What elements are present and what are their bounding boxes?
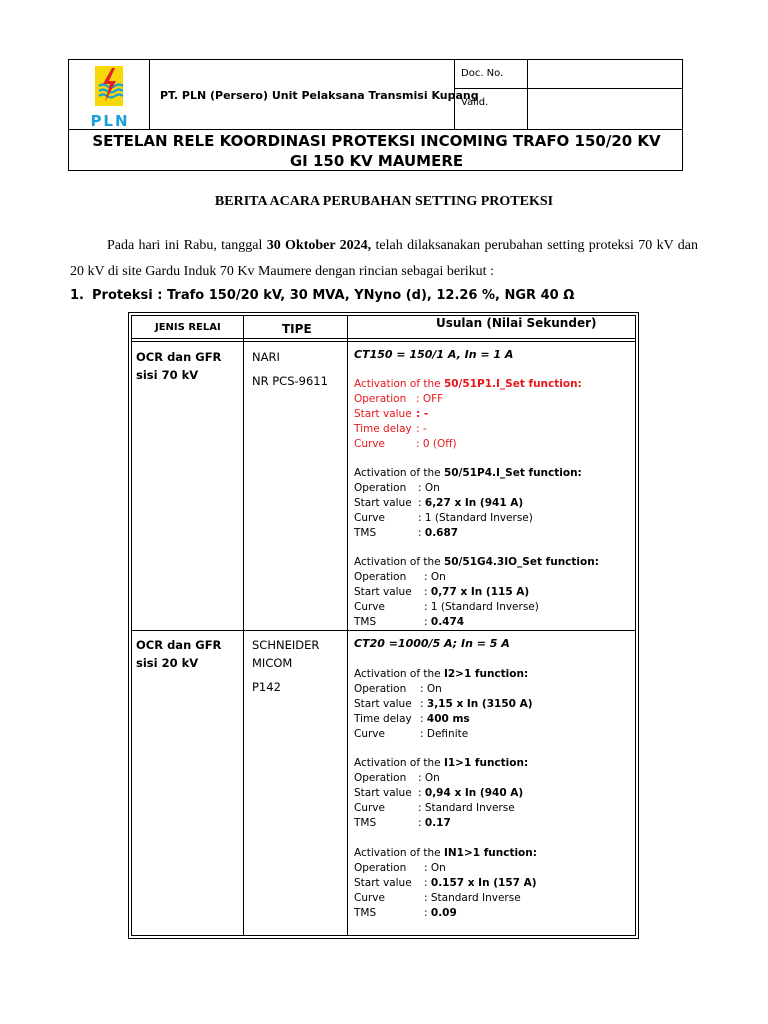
doc-no-label: Doc. No. [461,68,504,79]
valid-label: Valid. [461,97,489,108]
setting-block-in1-1: Activation of the IN1>1 function: Operation : On Start value : 0.157 x In (157 A) Curve : Standard Inverse TMS : 0.09 [354,847,537,919]
section-heading: 1. Proteksi : Trafo 150/20 kV, 30 MVA, YNyno (d), 12.26 %, NGR 40 Ω [70,288,575,303]
intro-paragraph: Pada hari ini Rabu, tanggal 30 Oktober 2024, telah dilaksanakan perubahan setting proteksi 70 kV dan 20 kV di site Gardu Induk 70 Kv Maumere dengan rincian sebagai berikut : [70,238,698,279]
report-date: 30 Oktober 2024, [266,238,372,253]
document-title: SETELAN RELE KOORDINASI PROTEKSI INCOMING TRAFO 150/20 KV [92,132,661,150]
setting-block-50-51p1: Activation of the 50/51P1.I_Set function: Operation : OFF Start value : - Time delay : - Curve : 0 (Off) [354,378,582,450]
relay-type-20kv: SCHNEIDER MICOM P142 [252,638,320,694]
header-tipe: TIPE [282,322,312,336]
report-heading: BERITA ACARA PERUBAHAN SETTING PROTEKSI [214,194,554,209]
document-header [68,59,683,171]
logo-text: PLN [90,112,130,130]
ct-ratio-20kv: CT20 =1000/5 A; In = 5 A [354,637,510,650]
setting-block-i2-1: Activation of the I2>1 function: Operation : On Start value : 3,15 x In (3150 A) Time delay : 400 ms Curve : Definite [354,668,533,740]
pln-logo [87,64,133,130]
relay-kind-20kv: OCR dan GFR sisi 20 kV [136,638,222,670]
header-usulan: Usulan (Nilai Sekunder) [436,316,597,330]
settings-table [128,312,639,939]
document-subtitle-site: GI 150 KV MAUMERE [289,152,464,170]
company-name: PT. PLN (Persero) Unit Pelaksana Transmisi Kupang [160,89,479,102]
setting-block-50-51g4: Activation of the 50/51G4.3IO_Set function: Operation : On Start value : 0,77 x In (115 A) Curve : 1 (Standard Inverse) TMS : 0.474 [354,556,599,628]
relay-type-70kv: NARI NR PCS-9611 [252,350,328,388]
ct-ratio-70kv: CT150 = 150/1 A, In = 1 A [354,348,514,361]
relay-kind-70kv: OCR dan GFR sisi 70 kV [136,350,222,382]
setting-block-i1-1: Activation of the I1>1 function: Operation : On Start value : 0,94 x In (940 A) Curve : Standard Inverse TMS : 0.17 [354,757,529,829]
header-jenis-relai: JENIS RELAI [155,322,221,333]
setting-block-50-51p4: Activation of the 50/51P4.I_Set function: Operation : On Start value : 6,27 x In (941 A) Curve : 1 (Standard Inverse) TMS : 0.687 [354,467,582,539]
